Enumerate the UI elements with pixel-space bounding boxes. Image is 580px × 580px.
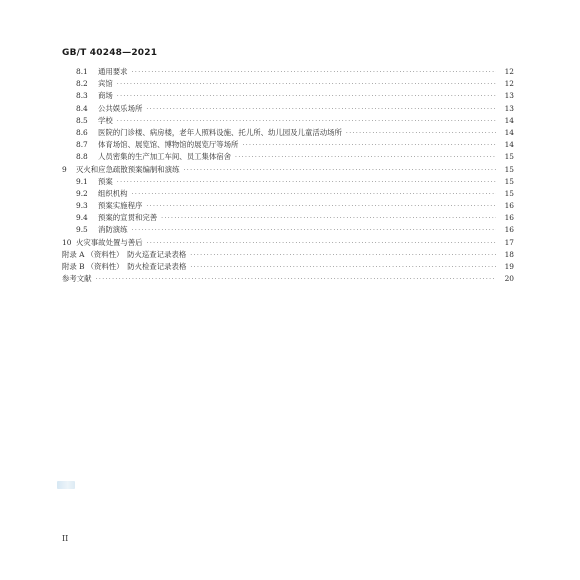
toc-entry-title: 灭火和应急疏散预案编制和演练 [76, 164, 180, 174]
toc-entry-title: 体育场馆、展览馆、博物馆的展览厅等场所 [98, 140, 239, 150]
toc-dot-leader [96, 276, 496, 283]
toc-entry-title: 火灾事故处置与善后 [76, 237, 143, 247]
page-number: II [62, 534, 69, 543]
toc-entry-number: 9.5 [76, 225, 88, 235]
table-of-contents [62, 66, 514, 285]
toc-entry[interactable] [62, 78, 514, 90]
toc-dot-leader [146, 203, 496, 210]
toc-entry-page: 16 [504, 225, 514, 235]
toc-entry-number: 附录 B [62, 262, 85, 271]
toc-entry-number: 8.2 [76, 79, 88, 89]
toc-entry[interactable] [62, 249, 514, 261]
toc-entry-title: 组织机构 [98, 188, 128, 198]
toc-entry[interactable] [62, 188, 514, 200]
toc-entry-page: 14 [504, 115, 514, 125]
toc-dot-leader [132, 69, 496, 76]
toc-entry-page: 15 [504, 188, 514, 198]
toc-entry-number: 9 [62, 164, 67, 174]
toc-entry[interactable] [62, 127, 514, 139]
toc-entry-title: 预案 [98, 176, 113, 186]
toc-entry-number: 8.1 [76, 67, 88, 76]
toc-entry[interactable] [62, 273, 514, 285]
toc-entry-title: 参考文献 [62, 274, 92, 284]
toc-dot-leader [190, 264, 496, 271]
toc-entry-page: 13 [504, 103, 514, 113]
toc-entry-number: 8.7 [76, 140, 88, 150]
toc-entry-page: 14 [504, 127, 514, 137]
toc-dot-leader [346, 130, 496, 137]
toc-entry-number: 8.6 [76, 127, 88, 137]
toc-entry[interactable] [62, 261, 514, 273]
toc-entry[interactable] [62, 224, 514, 236]
toc-entry[interactable] [62, 139, 514, 151]
toc-entry[interactable] [62, 115, 514, 127]
toc-entry-title: 通用要求 [98, 67, 128, 76]
toc-entry-page: 16 [504, 213, 514, 223]
toc-entry-title: 预案实施程序 [98, 201, 143, 211]
toc-entry-title: （资料性） 防火检查记录表格 [86, 262, 187, 271]
toc-dot-leader [183, 167, 496, 174]
toc-entry-page: 17 [504, 237, 514, 247]
toc-entry-page: 15 [504, 152, 514, 162]
toc-entry[interactable] [62, 200, 514, 212]
toc-dot-leader [190, 252, 496, 259]
toc-entry-title: 学校 [98, 115, 113, 125]
toc-entry-title: 公共娱乐场所 [98, 103, 143, 113]
toc-entry-number: 8.3 [76, 91, 88, 101]
toc-entry-number: 10 [62, 237, 72, 247]
toc-dot-leader [117, 118, 496, 125]
toc-entry-page: 15 [504, 164, 514, 174]
toc-entry[interactable] [62, 151, 514, 163]
toc-entry-title: 医院的门诊楼、病房楼，老年人照料设施、托儿所、幼儿园及儿童活动场所 [98, 127, 342, 137]
toc-dot-leader [132, 227, 496, 234]
toc-dot-leader [161, 215, 496, 222]
toc-entry[interactable] [62, 212, 514, 224]
toc-entry-title: 宾馆 [98, 79, 113, 89]
toc-entry-number: 8.5 [76, 115, 88, 125]
toc-entry-title: 预案的宣贯和完善 [98, 213, 158, 223]
toc-entry-page: 15 [504, 176, 514, 186]
toc-entry-number: 8.8 [76, 152, 88, 162]
toc-entry-title: 人员密集的生产加工车间、员工集体宿舍 [98, 152, 232, 162]
toc-dot-leader [146, 106, 496, 113]
toc-entry[interactable] [62, 164, 514, 176]
toc-entry-title: 商场 [98, 91, 113, 101]
toc-entry-page: 18 [504, 249, 514, 259]
toc-entry[interactable] [62, 90, 514, 102]
toc-entry-number: 9.4 [76, 213, 88, 223]
scan-artifact [57, 481, 75, 489]
document-code: GB/T 40248—2021 [62, 48, 158, 58]
toc-entry-title: （资料性） 防火巡查记录表格 [86, 249, 187, 259]
toc-entry-page: 16 [504, 201, 514, 211]
toc-dot-leader [132, 191, 496, 198]
toc-dot-leader [147, 240, 496, 247]
toc-dot-leader [117, 93, 496, 100]
toc-entry-page: 12 [504, 67, 514, 76]
toc-entry-number: 9.1 [76, 176, 88, 186]
toc-dot-leader [242, 142, 496, 149]
toc-entry-page: 20 [504, 274, 514, 284]
toc-entry[interactable] [62, 103, 514, 115]
toc-entry-number: 9.3 [76, 201, 88, 211]
toc-entry-title: 消防演练 [98, 225, 128, 235]
toc-entry[interactable] [62, 176, 514, 188]
toc-dot-leader [117, 81, 496, 88]
toc-entry-page: 13 [504, 91, 514, 101]
toc-entry[interactable] [62, 237, 514, 249]
toc-entry-page: 12 [504, 79, 514, 89]
toc-entry-number: 附录 A [62, 249, 85, 259]
toc-dot-leader [117, 179, 496, 186]
toc-entry-page: 19 [504, 262, 514, 271]
toc-entry-number: 8.4 [76, 103, 88, 113]
toc-entry[interactable] [62, 66, 514, 78]
toc-entry-page: 14 [504, 140, 514, 150]
toc-entry-number: 9.2 [76, 188, 88, 198]
toc-dot-leader [235, 154, 496, 161]
